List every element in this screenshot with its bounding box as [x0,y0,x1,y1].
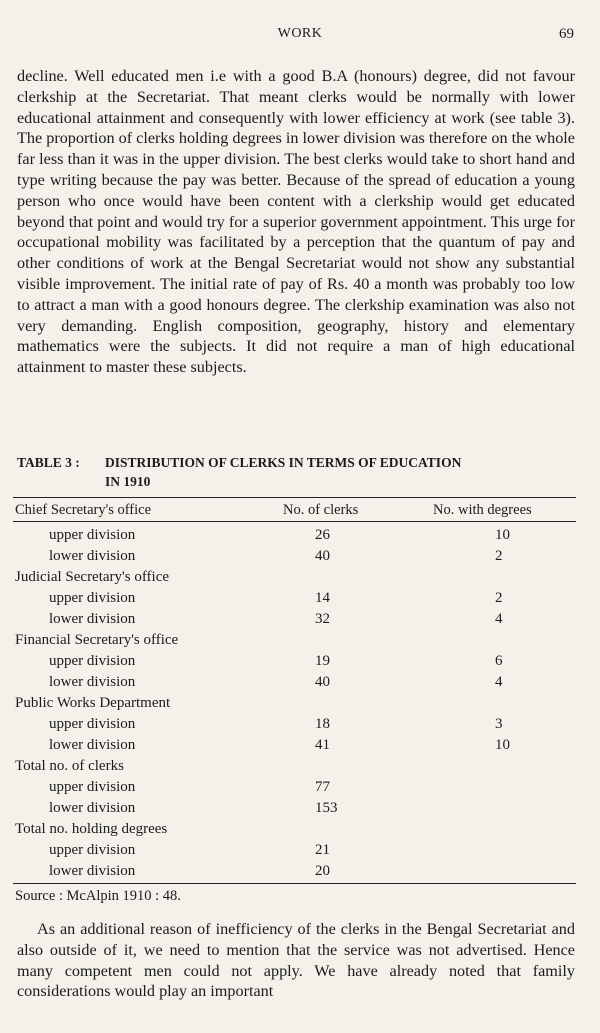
table-row [15,546,575,567]
table-row [15,525,575,546]
column-header-degrees: No. with degrees [433,502,532,518]
table-group-row [15,567,575,588]
cell-clerks: 18 [315,716,330,732]
table-row [15,861,575,882]
cell-clerks: 77 [315,779,330,795]
running-head: WORK [277,26,323,41]
table-header-rule [13,521,576,522]
cell-degrees: 6 [495,653,503,669]
cell-label: Total no. holding degrees [15,821,168,837]
table-row [15,588,575,609]
cell-label: upper division [49,842,136,858]
column-header-clerks: No. of clerks [283,502,359,518]
cell-label: lower division [49,863,136,879]
cell-label: lower division [49,548,136,564]
cell-label: Judicial Secretary's office [15,569,170,585]
table-row [15,777,575,798]
cell-degrees: 2 [495,548,503,564]
cell-label: upper division [49,716,136,732]
table-body [15,525,575,882]
cell-degrees: 10 [495,737,510,753]
cell-clerks: 19 [315,653,330,669]
table-row [15,714,575,735]
table-group-row [15,693,575,714]
table-row [15,798,575,819]
cell-label: Financial Secretary's office [15,632,179,648]
cell-label: upper division [49,779,136,795]
cell-label: lower division [49,800,136,816]
table-number: TABLE 3 : [17,455,80,470]
table-group-row [15,756,575,777]
cell-degrees: 2 [495,590,503,606]
cell-clerks: 41 [315,737,330,753]
column-header-group: Chief Secretary's office [15,502,152,518]
body-paragraph: decline. Well educated men i.e with a good B.A (honours) degree, did not favour clerkship at the Secretariat. That meant clerks would be normally with lower educational attainment and consequently with lower efficiency at work (see table 3). The proportion of clerks holding degrees in lower division was therefore on the whole far less than it was in the upper division. The best clerks would take to short hand and type writing because the pay was better. Because of the spread of education a young person who once would have been content with a clerkship would get educated beyond that point and would try for a superior government appointment. This urge for occupational mobility was facilitated by a perception that the quantum of pay and other conditions of work at the Bengal Secretariat would not show any substantial visible improvement. The initial rate of pay of Rs. 40 a month was probably too low to attract a man with a good honours degree. The clerkship examination was also not very demanding. English composition, geography, history and elementary mathematics were the subjects. It did not require a man of high educational attainment to master these subjects. [17,67,575,377]
cell-label: Total no. of clerks [15,758,124,774]
cell-label: lower division [49,737,136,753]
table-row [15,840,575,861]
table-group-row [15,819,575,840]
cell-label: upper division [49,590,136,606]
table-group-row [15,630,575,651]
cell-label: lower division [49,611,136,627]
page-number: 69 [559,26,574,42]
cell-degrees: 4 [495,674,503,690]
table-source: Source : McAlpin 1910 : 48. [15,888,181,904]
table-row [15,651,575,672]
cell-clerks: 26 [315,527,330,543]
table-row [15,672,575,693]
cell-label: upper division [49,527,136,543]
cell-clerks: 14 [315,590,330,606]
cell-degrees: 4 [495,611,503,627]
table-title-line: IN 1910 [105,474,151,489]
cell-clerks: 32 [315,611,330,627]
body-paragraph: As an additional reason of inefficiency of the clerks in the Bengal Secretariat and also outside of it, we need to mention that the service was not advertised. Hence many competent men could not apply. We have already noted that family considerations would play an important [17,920,575,1001]
cell-clerks: 20 [315,863,330,879]
cell-degrees: 10 [495,527,510,543]
table-row [15,609,575,630]
cell-label: lower division [49,674,136,690]
table-title-line: DISTRIBUTION OF CLERKS IN TERMS OF EDUCATION [105,455,462,470]
cell-clerks: 153 [315,800,338,816]
cell-clerks: 21 [315,842,330,858]
cell-degrees: 3 [495,716,503,732]
cell-clerks: 40 [315,674,330,690]
table-title [17,453,577,491]
page-header [0,26,600,46]
table-bottom-rule [13,883,576,884]
cell-clerks: 40 [315,548,330,564]
cell-label: Public Works Department [15,695,171,711]
cell-label: upper division [49,653,136,669]
table-top-rule [13,497,576,498]
table-row [15,735,575,756]
